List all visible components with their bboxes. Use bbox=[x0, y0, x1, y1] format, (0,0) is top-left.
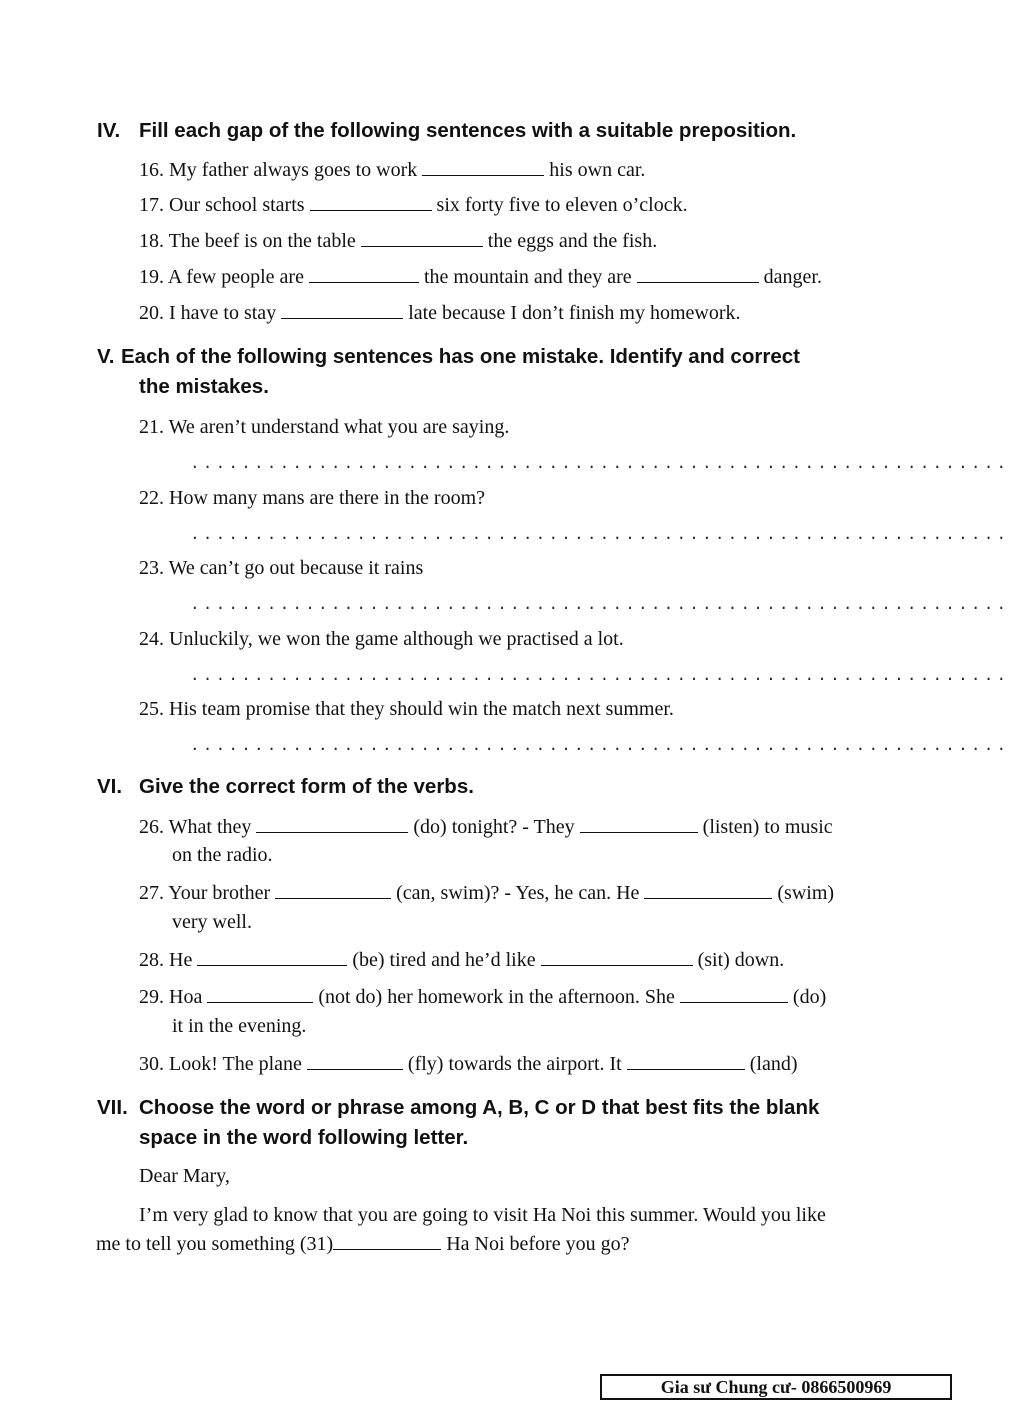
section-title: Give the correct form of the verbs. bbox=[139, 775, 474, 798]
question-text: 18. The beef is on the table bbox=[139, 230, 356, 252]
question-text: the mountain and they are bbox=[423, 266, 632, 288]
question-text: Ha Noi before you go? bbox=[446, 1233, 630, 1255]
answer-blank[interactable] bbox=[637, 264, 759, 283]
answer-blank[interactable] bbox=[310, 192, 432, 211]
question-27 bbox=[139, 879, 834, 907]
question-text: danger. bbox=[763, 266, 822, 288]
answer-blank[interactable] bbox=[197, 947, 347, 966]
question-text: (not do) her homework in the afternoon. She bbox=[318, 986, 675, 1008]
footer-contact-box: Gia sư Chung cư- 0866500969 bbox=[600, 1374, 952, 1400]
section-vi-heading bbox=[97, 772, 917, 802]
question-16 bbox=[139, 156, 645, 184]
question-24: 24. Unluckily, we won the game although we practised a lot. bbox=[139, 628, 624, 650]
answer-blank[interactable] bbox=[627, 1051, 745, 1070]
answer-dotted-line[interactable]: ................................................................ bbox=[190, 455, 1009, 473]
question-text: 30. Look! The plane bbox=[139, 1053, 302, 1075]
question-text: 19. A few people are bbox=[139, 266, 304, 288]
question-text: (sit) down. bbox=[697, 949, 785, 971]
question-text: 29. Hoa bbox=[139, 986, 203, 1008]
question-26-continued: on the radio. bbox=[172, 844, 273, 866]
question-text: (listen) to music bbox=[702, 816, 833, 838]
section-title: Fill each gap of the following sentences with a suitable preposition. bbox=[139, 119, 797, 142]
section-number: IV. bbox=[97, 119, 121, 142]
section-v-heading bbox=[97, 342, 917, 402]
question-text: 26. What they bbox=[139, 816, 252, 838]
question-text: (land) bbox=[749, 1053, 798, 1075]
section-title-continued: space in the word following letter. bbox=[139, 1126, 469, 1149]
answer-dotted-line[interactable]: ................................................................ bbox=[190, 667, 1009, 685]
section-title: Each of the following sentences has one mistake. Identify and correct bbox=[121, 345, 800, 368]
question-29 bbox=[139, 983, 826, 1011]
section-title: Choose the word or phrase among A, B, C or D that best fits the blank bbox=[139, 1096, 820, 1119]
section-iv-heading bbox=[97, 116, 917, 146]
question-30 bbox=[139, 1050, 798, 1078]
question-text: 20. I have to stay bbox=[139, 302, 277, 324]
answer-dotted-line[interactable]: ................................................................ bbox=[190, 596, 1009, 614]
question-text: six forty five to eleven o’clock. bbox=[436, 194, 688, 216]
question-20 bbox=[139, 299, 741, 327]
question-28 bbox=[139, 946, 784, 974]
answer-blank[interactable] bbox=[275, 880, 391, 899]
question-text: 28. He bbox=[139, 949, 193, 971]
question-29-continued: it in the evening. bbox=[172, 1015, 307, 1037]
section-title-continued: the mistakes. bbox=[139, 375, 269, 398]
question-text: 17. Our school starts bbox=[139, 194, 305, 216]
answer-blank[interactable] bbox=[333, 1231, 441, 1250]
answer-dotted-line[interactable]: ................................................................ bbox=[190, 737, 1009, 755]
question-23: 23. We can’t go out because it rains bbox=[139, 557, 424, 579]
question-text: (can, swim)? - Yes, he can. He bbox=[396, 882, 640, 904]
section-number: V. bbox=[97, 345, 115, 368]
question-19 bbox=[139, 263, 822, 291]
question-18 bbox=[139, 227, 657, 255]
section-number: VII. bbox=[97, 1096, 128, 1119]
question-text: (swim) bbox=[777, 882, 835, 904]
answer-blank[interactable] bbox=[422, 157, 544, 176]
answer-blank[interactable] bbox=[207, 984, 313, 1003]
question-text: (do) bbox=[792, 986, 827, 1008]
question-text: the eggs and the fish. bbox=[487, 230, 658, 252]
answer-blank[interactable] bbox=[580, 814, 698, 833]
answer-blank[interactable] bbox=[541, 947, 693, 966]
letter-greeting: Dear Mary, bbox=[139, 1165, 230, 1187]
answer-blank[interactable] bbox=[680, 984, 788, 1003]
letter-paragraph-line-1: I’m very glad to know that you are going to visit Ha Noi this summer. Would you like bbox=[139, 1204, 826, 1226]
answer-dotted-line[interactable]: ................................................................ bbox=[190, 526, 1009, 544]
question-text: (do) tonight? - They bbox=[413, 816, 575, 838]
question-17 bbox=[139, 191, 688, 219]
question-22: 22. How many mans are there in the room? bbox=[139, 487, 486, 509]
question-27-continued: very well. bbox=[172, 911, 252, 933]
answer-blank[interactable] bbox=[307, 1051, 403, 1070]
answer-blank[interactable] bbox=[281, 300, 403, 319]
question-21: 21. We aren’t understand what you are saying. bbox=[139, 416, 510, 438]
answer-blank[interactable] bbox=[309, 264, 419, 283]
section-vii-heading bbox=[97, 1093, 917, 1153]
question-26 bbox=[139, 813, 833, 841]
question-25: 25. His team promise that they should win the match next summer. bbox=[139, 698, 674, 720]
answer-blank[interactable] bbox=[256, 814, 408, 833]
question-text: (fly) towards the airport. It bbox=[407, 1053, 622, 1075]
section-number: VI. bbox=[97, 775, 123, 798]
question-text: his own car. bbox=[549, 159, 646, 181]
answer-blank[interactable] bbox=[644, 880, 772, 899]
question-text: (be) tired and he’d like bbox=[352, 949, 536, 971]
letter-paragraph-line-2 bbox=[96, 1230, 629, 1258]
question-text: 16. My father always goes to work bbox=[139, 159, 418, 181]
question-text: late because I don’t finish my homework. bbox=[408, 302, 741, 324]
question-text: me to tell you something (31) bbox=[96, 1233, 334, 1255]
answer-blank[interactable] bbox=[361, 228, 483, 247]
question-text: 27. Your brother bbox=[139, 882, 271, 904]
